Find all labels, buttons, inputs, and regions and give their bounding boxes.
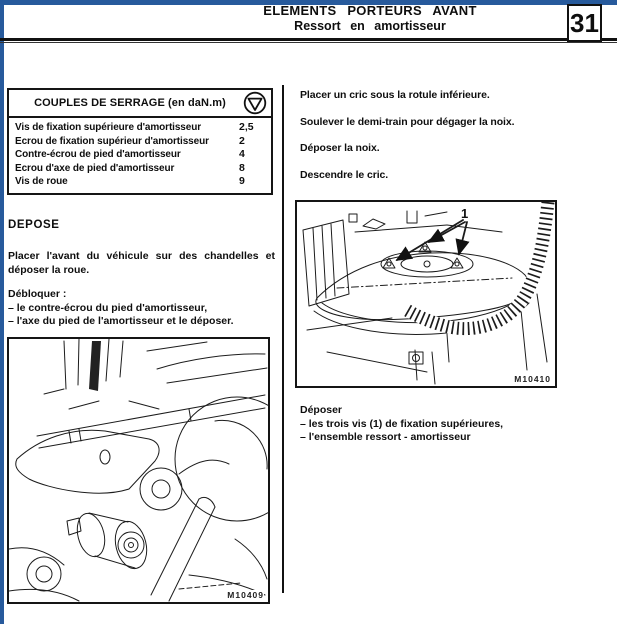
table-row [9,148,271,162]
suspension-lower-arm-drawing [9,339,268,602]
section-title: ELEMENTS PORTEURS AVANT [263,3,477,18]
torque-value: 2,5 [239,121,254,133]
step-line: Descendre le cric. [300,168,389,181]
list-item: – les trois vis (1) de fixation supérieures, [300,417,504,430]
list-item: – l'ensemble ressort - amortisseur [300,431,471,443]
section-subtitle: Ressort en amortisseur [294,19,446,33]
torque-label: Ecrou de fixation supérieur d'amortisseur [15,135,209,147]
page-border-left [0,0,4,624]
depose-heading: DEPOSE [8,219,60,231]
figure-lower-arm [7,337,270,604]
chapter-number: 31 [570,7,599,38]
table-row [9,135,271,149]
chapter-number-box [567,4,602,42]
procedure-steps [300,89,600,195]
figure-strut-tower [295,200,557,388]
figure-reference: M10410 [511,374,551,384]
torque-label: Vis de roue [15,176,68,188]
header-divider [0,38,617,43]
list-item: – le contre-écrou du pied d'amortisseur, [8,301,208,314]
torque-value: 8 [239,161,245,174]
instruction-paragraph: Placer l'avant du véhicule sur des chandelles et déposer la roue. [8,250,275,276]
table-row [9,121,271,135]
torque-wrench-icon [243,91,267,115]
torque-label: Vis de fixation supérieure d'amortisseur [15,122,202,133]
torque-label: Contre-écrou de pied d'amortisseur [15,149,181,161]
torque-table-header [9,90,271,118]
step-line: Placer un cric sous la rotule inférieure. [300,89,490,101]
table-row [9,162,271,176]
torque-value: 2 [239,134,245,147]
step-line: Soulever le demi-train pour dégager la noix. [300,115,515,128]
depose-block [300,404,600,445]
page-title [160,3,580,33]
torque-value: 4 [239,148,245,161]
list-item: – l'axe du pied de l'amortisseur et le déposer. [8,315,234,327]
debloquer-label: Débloquer : [8,288,67,300]
column-divider [282,85,284,593]
torque-value: 9 [239,175,245,188]
table-row [9,175,271,189]
figure-callout-1: 1 [461,206,469,221]
torque-table-body [9,118,271,193]
torque-table-title: COUPLES DE SERRAGE (en daN.m) [34,97,226,109]
strut-tower-drawing [297,202,555,386]
step-line: Déposer la noix. [300,142,380,154]
figure-reference: M10409 [224,590,264,600]
torque-table [7,88,273,195]
debloquer-block [8,288,278,329]
depose-label: Déposer [300,404,343,416]
torque-label: Ecrou d'axe de pied d'amortisseur [15,162,175,174]
